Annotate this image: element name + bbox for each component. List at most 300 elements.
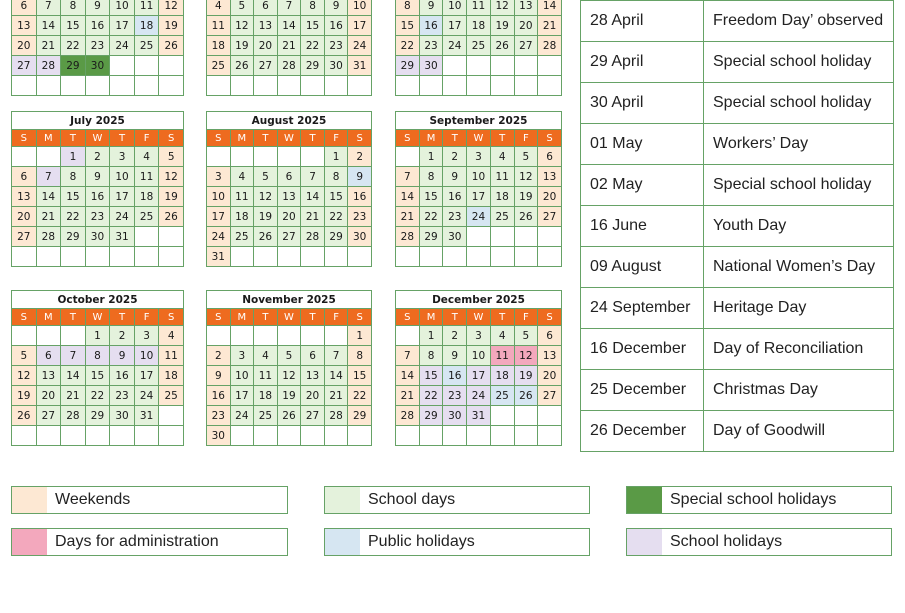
day-cell: 23: [348, 207, 372, 227]
day-cell: 17: [230, 386, 254, 406]
day-cell: [514, 406, 538, 426]
month-title: July 2025: [12, 112, 184, 130]
day-cell: 4: [254, 346, 278, 366]
day-cell: 12: [230, 16, 254, 36]
legend-school-days-label: School days: [368, 491, 456, 508]
day-cell: [443, 247, 467, 267]
day-cell: [301, 326, 325, 346]
weekday-label: T: [490, 309, 514, 326]
day-cell: [514, 56, 538, 76]
week-row: [12, 426, 184, 446]
day-cell: 30: [443, 227, 467, 247]
weekday-label: S: [348, 309, 372, 326]
month-title-row: [396, 112, 562, 130]
day-cell: 14: [277, 16, 301, 36]
day-cell: 15: [396, 16, 420, 36]
holiday-name: Day of Reconciliation: [704, 329, 894, 370]
weekday-label: T: [61, 309, 86, 326]
day-cell: 26: [159, 207, 184, 227]
day-cell: 9: [207, 366, 231, 386]
legend-special-school-holidays-swatch: [627, 487, 662, 513]
day-cell: 7: [36, 167, 61, 187]
day-cell: 13: [12, 187, 37, 207]
week-row: [396, 227, 562, 247]
weekday-label: T: [254, 309, 278, 326]
day-cell: [159, 426, 184, 446]
day-cell: 22: [396, 36, 420, 56]
day-cell: 23: [85, 36, 110, 56]
day-cell: 15: [61, 187, 86, 207]
day-cell: [490, 406, 514, 426]
day-cell: 18: [134, 187, 159, 207]
day-cell: 5: [230, 0, 254, 16]
holiday-name: Workers’ Day: [704, 124, 894, 165]
day-cell: 21: [277, 36, 301, 56]
day-cell: 22: [324, 207, 348, 227]
week-row: [396, 167, 562, 187]
holiday-row: [581, 42, 894, 83]
week-row: [396, 426, 562, 446]
day-cell: [36, 147, 61, 167]
day-cell: 28: [324, 406, 348, 426]
day-cell: [277, 247, 301, 267]
day-cell: 14: [396, 187, 420, 207]
weekday-label: M: [36, 309, 61, 326]
day-cell: 19: [514, 366, 538, 386]
day-cell: [490, 76, 514, 96]
day-cell: 14: [61, 366, 86, 386]
weekday-label: W: [85, 309, 110, 326]
day-cell: 20: [36, 386, 61, 406]
day-cell: 20: [538, 366, 562, 386]
day-cell: 2: [85, 147, 110, 167]
day-cell: [443, 426, 467, 446]
day-cell: 6: [538, 147, 562, 167]
week-row: [396, 366, 562, 386]
day-cell: 24: [207, 227, 231, 247]
day-cell: 25: [159, 386, 184, 406]
public-holidays-table: [580, 0, 894, 452]
day-cell: 30: [324, 56, 348, 76]
day-cell: 25: [134, 36, 159, 56]
day-cell: 17: [110, 187, 135, 207]
weekday-header-row: [207, 130, 372, 147]
day-cell: [134, 227, 159, 247]
day-cell: [443, 56, 467, 76]
month-title-row: [12, 291, 184, 309]
day-cell: 20: [254, 36, 278, 56]
day-cell: 26: [514, 207, 538, 227]
day-cell: 16: [324, 16, 348, 36]
day-cell: [396, 76, 420, 96]
day-cell: 21: [396, 207, 420, 227]
day-cell: 31: [134, 406, 159, 426]
day-cell: 17: [467, 366, 491, 386]
day-cell: 26: [277, 406, 301, 426]
day-cell: [110, 56, 135, 76]
calendar-july-2025: [11, 111, 184, 267]
day-cell: 27: [538, 386, 562, 406]
week-row: [396, 326, 562, 346]
weekday-label: W: [467, 309, 491, 326]
day-cell: 30: [85, 56, 110, 76]
day-cell: 15: [301, 16, 325, 36]
day-cell: 30: [110, 406, 135, 426]
day-cell: 22: [419, 207, 443, 227]
week-row: [207, 326, 372, 346]
day-cell: [443, 76, 467, 96]
day-cell: 5: [514, 326, 538, 346]
day-cell: 28: [538, 36, 562, 56]
weekday-label: T: [61, 130, 86, 147]
day-cell: [396, 326, 420, 346]
weekday-header-row: [396, 309, 562, 326]
day-cell: [230, 247, 254, 267]
day-cell: 7: [396, 167, 420, 187]
day-cell: [85, 76, 110, 96]
day-cell: 10: [467, 346, 491, 366]
holiday-row: [581, 329, 894, 370]
day-cell: [419, 247, 443, 267]
day-cell: 10: [443, 0, 467, 16]
day-cell: 4: [230, 167, 254, 187]
legend-days-for-administration: [11, 528, 288, 556]
day-cell: 10: [207, 187, 231, 207]
day-cell: 27: [277, 227, 301, 247]
day-cell: [538, 227, 562, 247]
day-cell: 19: [277, 386, 301, 406]
day-cell: 19: [490, 16, 514, 36]
day-cell: 14: [396, 366, 420, 386]
month-title: November 2025: [207, 291, 372, 309]
day-cell: 19: [230, 36, 254, 56]
holiday-date: 16 December: [581, 329, 704, 370]
day-cell: 10: [110, 0, 135, 16]
day-cell: 1: [85, 326, 110, 346]
day-cell: [12, 247, 37, 267]
week-row: [207, 406, 372, 426]
day-cell: 13: [277, 187, 301, 207]
day-cell: 26: [12, 406, 37, 426]
day-cell: 23: [207, 406, 231, 426]
day-cell: 18: [254, 386, 278, 406]
day-cell: 12: [490, 0, 514, 16]
week-row: [396, 346, 562, 366]
week-row: [396, 406, 562, 426]
week-row: [207, 167, 372, 187]
week-row: [207, 76, 372, 96]
holiday-name: Day of Goodwill: [704, 411, 894, 452]
day-cell: 3: [467, 147, 491, 167]
legend-days-for-administration-label: Days for administration: [55, 533, 219, 550]
day-cell: 18: [230, 207, 254, 227]
day-cell: [538, 76, 562, 96]
day-cell: 5: [514, 147, 538, 167]
day-cell: 15: [324, 187, 348, 207]
day-cell: 22: [348, 386, 372, 406]
day-cell: [348, 247, 372, 267]
holiday-name: Heritage Day: [704, 288, 894, 329]
weekday-label: M: [230, 309, 254, 326]
day-cell: [514, 76, 538, 96]
day-cell: [419, 76, 443, 96]
month-title-row: [207, 112, 372, 130]
day-cell: 6: [12, 167, 37, 187]
weekday-label: T: [490, 130, 514, 147]
day-cell: 12: [12, 366, 37, 386]
day-cell: 28: [396, 406, 420, 426]
day-cell: 2: [110, 326, 135, 346]
day-cell: 13: [538, 346, 562, 366]
weekday-label: T: [443, 309, 467, 326]
week-row: [12, 147, 184, 167]
legend-public-holidays: [324, 528, 590, 556]
day-cell: 12: [514, 167, 538, 187]
day-cell: 7: [61, 346, 86, 366]
holiday-date: 09 August: [581, 247, 704, 288]
holiday-row: [581, 288, 894, 329]
day-cell: 30: [85, 227, 110, 247]
day-cell: 28: [277, 56, 301, 76]
day-cell: 3: [134, 326, 159, 346]
day-cell: 23: [110, 386, 135, 406]
day-cell: 26: [514, 386, 538, 406]
day-cell: 26: [254, 227, 278, 247]
holiday-date: 25 December: [581, 370, 704, 411]
holiday-name: Youth Day: [704, 206, 894, 247]
day-cell: 20: [538, 187, 562, 207]
day-cell: [12, 76, 37, 96]
calendar-fragment-april: [11, 0, 184, 96]
holiday-row: [581, 165, 894, 206]
day-cell: [348, 426, 372, 446]
day-cell: 3: [230, 346, 254, 366]
day-cell: 5: [159, 147, 184, 167]
day-cell: 15: [85, 366, 110, 386]
week-row: [396, 207, 562, 227]
day-cell: 19: [514, 187, 538, 207]
weekday-label: F: [134, 130, 159, 147]
day-cell: 9: [348, 167, 372, 187]
day-cell: [110, 247, 135, 267]
day-cell: [85, 426, 110, 446]
holiday-name: Christmas Day: [704, 370, 894, 411]
day-cell: 30: [207, 426, 231, 446]
day-cell: 24: [467, 386, 491, 406]
day-cell: 19: [159, 187, 184, 207]
day-cell: 19: [254, 207, 278, 227]
day-cell: 15: [61, 16, 86, 36]
week-row: [396, 16, 562, 36]
day-cell: 20: [277, 207, 301, 227]
day-cell: 12: [254, 187, 278, 207]
holiday-date: 24 September: [581, 288, 704, 329]
day-cell: 21: [396, 386, 420, 406]
day-cell: [396, 426, 420, 446]
day-cell: 18: [207, 36, 231, 56]
month-title: October 2025: [12, 291, 184, 309]
week-row: [396, 36, 562, 56]
day-cell: [134, 56, 159, 76]
week-row: [12, 366, 184, 386]
day-cell: [254, 76, 278, 96]
day-cell: 27: [12, 227, 37, 247]
week-row: [396, 56, 562, 76]
day-cell: [538, 406, 562, 426]
day-cell: [277, 76, 301, 96]
day-cell: 29: [61, 56, 86, 76]
day-cell: 7: [301, 167, 325, 187]
week-row: [396, 147, 562, 167]
day-cell: 29: [301, 56, 325, 76]
day-cell: [159, 56, 184, 76]
day-cell: 4: [490, 326, 514, 346]
holiday-row: [581, 370, 894, 411]
day-cell: 31: [348, 56, 372, 76]
day-cell: 2: [207, 346, 231, 366]
day-cell: 23: [419, 36, 443, 56]
day-cell: 24: [134, 386, 159, 406]
day-cell: 14: [538, 0, 562, 16]
day-cell: 17: [467, 187, 491, 207]
week-row: [396, 76, 562, 96]
day-cell: 16: [443, 187, 467, 207]
day-cell: 4: [134, 147, 159, 167]
day-cell: 8: [85, 346, 110, 366]
month-title: August 2025: [207, 112, 372, 130]
day-cell: 1: [419, 326, 443, 346]
day-cell: [85, 247, 110, 267]
day-cell: 21: [538, 16, 562, 36]
holiday-date: 29 April: [581, 42, 704, 83]
week-row: [12, 247, 184, 267]
weekday-label: S: [538, 130, 562, 147]
day-cell: 6: [36, 346, 61, 366]
calendar-august-2025: [206, 111, 372, 267]
day-cell: 25: [207, 56, 231, 76]
day-cell: [467, 76, 491, 96]
weekday-label: S: [538, 309, 562, 326]
day-cell: 27: [36, 406, 61, 426]
day-cell: 13: [301, 366, 325, 386]
week-row: [12, 16, 184, 36]
day-cell: 12: [514, 346, 538, 366]
day-cell: 26: [230, 56, 254, 76]
day-cell: 10: [230, 366, 254, 386]
day-cell: 28: [396, 227, 420, 247]
day-cell: 23: [324, 36, 348, 56]
week-row: [207, 16, 372, 36]
day-cell: [301, 426, 325, 446]
month-title-row: [396, 291, 562, 309]
day-cell: 29: [85, 406, 110, 426]
day-cell: 13: [12, 16, 37, 36]
calendar-fragment-june: [395, 0, 562, 96]
holiday-row: [581, 83, 894, 124]
day-cell: 3: [467, 326, 491, 346]
day-cell: 5: [12, 346, 37, 366]
day-cell: [324, 247, 348, 267]
week-row: [207, 56, 372, 76]
day-cell: 27: [538, 207, 562, 227]
day-cell: 12: [159, 167, 184, 187]
day-cell: 25: [467, 36, 491, 56]
weekday-label: T: [254, 130, 278, 147]
day-cell: [514, 227, 538, 247]
day-cell: 28: [301, 227, 325, 247]
day-cell: [230, 326, 254, 346]
day-cell: 17: [348, 16, 372, 36]
day-cell: 21: [36, 207, 61, 227]
day-cell: 20: [514, 16, 538, 36]
day-cell: 11: [490, 346, 514, 366]
holiday-row: [581, 247, 894, 288]
day-cell: 11: [230, 187, 254, 207]
day-cell: [467, 227, 491, 247]
day-cell: [61, 326, 86, 346]
legend-weekends-swatch: [12, 487, 47, 513]
day-cell: 2: [443, 147, 467, 167]
day-cell: 30: [419, 56, 443, 76]
weekday-label: F: [514, 130, 538, 147]
day-cell: 9: [110, 346, 135, 366]
day-cell: 15: [419, 366, 443, 386]
day-cell: 26: [490, 36, 514, 56]
weekday-label: W: [277, 309, 301, 326]
weekday-label: S: [207, 130, 231, 147]
day-cell: 12: [277, 366, 301, 386]
legend-school-days-swatch: [325, 487, 360, 513]
month-title: September 2025: [396, 112, 562, 130]
day-cell: [467, 426, 491, 446]
month-title: December 2025: [396, 291, 562, 309]
day-cell: 15: [348, 366, 372, 386]
day-cell: 8: [419, 167, 443, 187]
day-cell: 2: [443, 326, 467, 346]
day-cell: 6: [277, 167, 301, 187]
holiday-row: [581, 124, 894, 165]
weekday-label: T: [110, 130, 135, 147]
holiday-row: [581, 411, 894, 452]
day-cell: 11: [490, 167, 514, 187]
calendar-november-2025: [206, 290, 372, 446]
day-cell: 29: [61, 227, 86, 247]
day-cell: 21: [301, 207, 325, 227]
day-cell: [324, 426, 348, 446]
day-cell: 19: [159, 16, 184, 36]
day-cell: 23: [443, 386, 467, 406]
day-cell: 26: [159, 36, 184, 56]
weekday-label: M: [419, 309, 443, 326]
legend-school-holidays-swatch: [627, 529, 662, 555]
day-cell: [490, 426, 514, 446]
day-cell: 16: [443, 366, 467, 386]
day-cell: 14: [324, 366, 348, 386]
day-cell: 8: [324, 167, 348, 187]
weekday-label: S: [159, 309, 184, 326]
day-cell: [12, 426, 37, 446]
legend-special-school-holidays-label: Special school holidays: [670, 491, 837, 508]
day-cell: 27: [514, 36, 538, 56]
week-row: [207, 187, 372, 207]
holiday-date: 26 December: [581, 411, 704, 452]
week-row: [12, 207, 184, 227]
weekday-label: S: [159, 130, 184, 147]
day-cell: [324, 76, 348, 96]
week-row: [12, 326, 184, 346]
day-cell: [254, 426, 278, 446]
day-cell: 4: [490, 147, 514, 167]
